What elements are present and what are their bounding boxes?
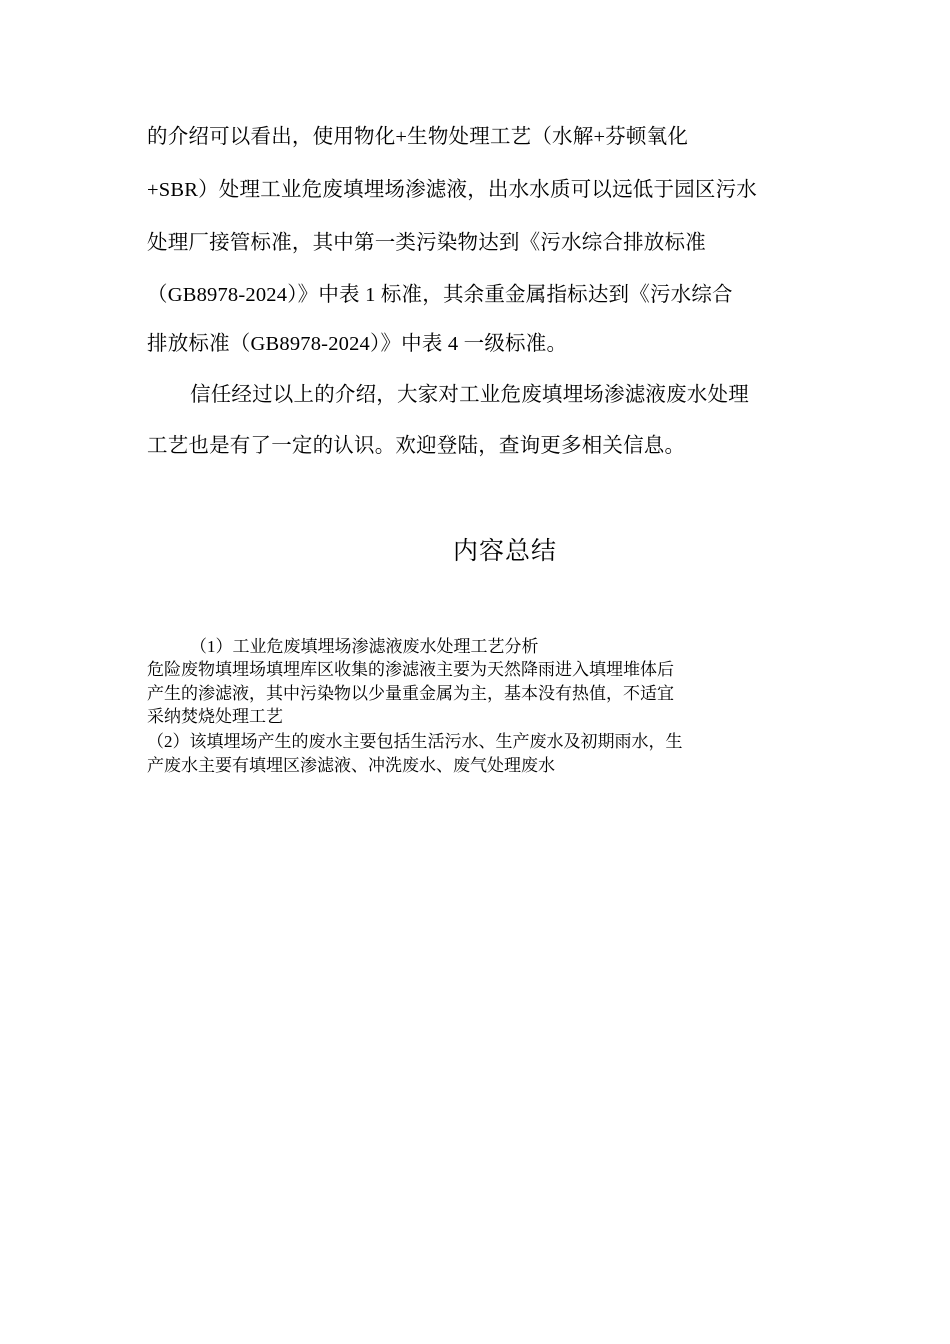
summary-line-3: 产生的渗滤液，其中污染物以少量重金属为主，基本没有热值，不适宜	[147, 684, 674, 703]
summary-line-1: （1）工业危废填埋场渗滤液废水处理工艺分析	[190, 637, 539, 656]
summary-line-4: 采纳焚烧处理工艺	[147, 707, 283, 726]
paragraph-1-line-3: 处理厂接管标准，其中第一类污染物达到《污水综合排放标准	[147, 232, 706, 254]
paragraph-1-line-2: +SBR）处理工业危废填埋场渗滤液，出水水质可以远低于园区污水	[147, 179, 758, 201]
summary-line-5: （2）该填埋场产生的废水主要包括生活污水、生产废水及初期雨水，生	[147, 732, 683, 751]
summary-line-6: 产废水主要有填埋区渗滤液、冲洗废水、废气处理废水	[147, 756, 555, 775]
paragraph-1-line-5: 排放标准（GB8978-2024）》中表 4 一级标准。	[147, 333, 568, 355]
summary-heading: 内容总结	[452, 538, 557, 565]
paragraph-2-line-2: 工艺也是有了一定的认识。欢迎登陆，查询更多相关信息。	[147, 435, 686, 457]
paragraph-2-line-1: 信任经过以上的介绍，大家对工业危废填埋场渗滤液废水处理	[190, 384, 749, 406]
paragraph-1-line-4: （GB8978-2024）》中表 1 标准，其余重金属指标达到《污水综合	[147, 284, 733, 306]
summary-line-2: 危险废物填埋场填埋库区收集的渗滤液主要为天然降雨进入填埋堆体后	[147, 660, 674, 679]
paragraph-1-line-1: 的介绍可以看出，使用物化+生物处理工艺（水解+芬顿氧化	[147, 126, 689, 148]
